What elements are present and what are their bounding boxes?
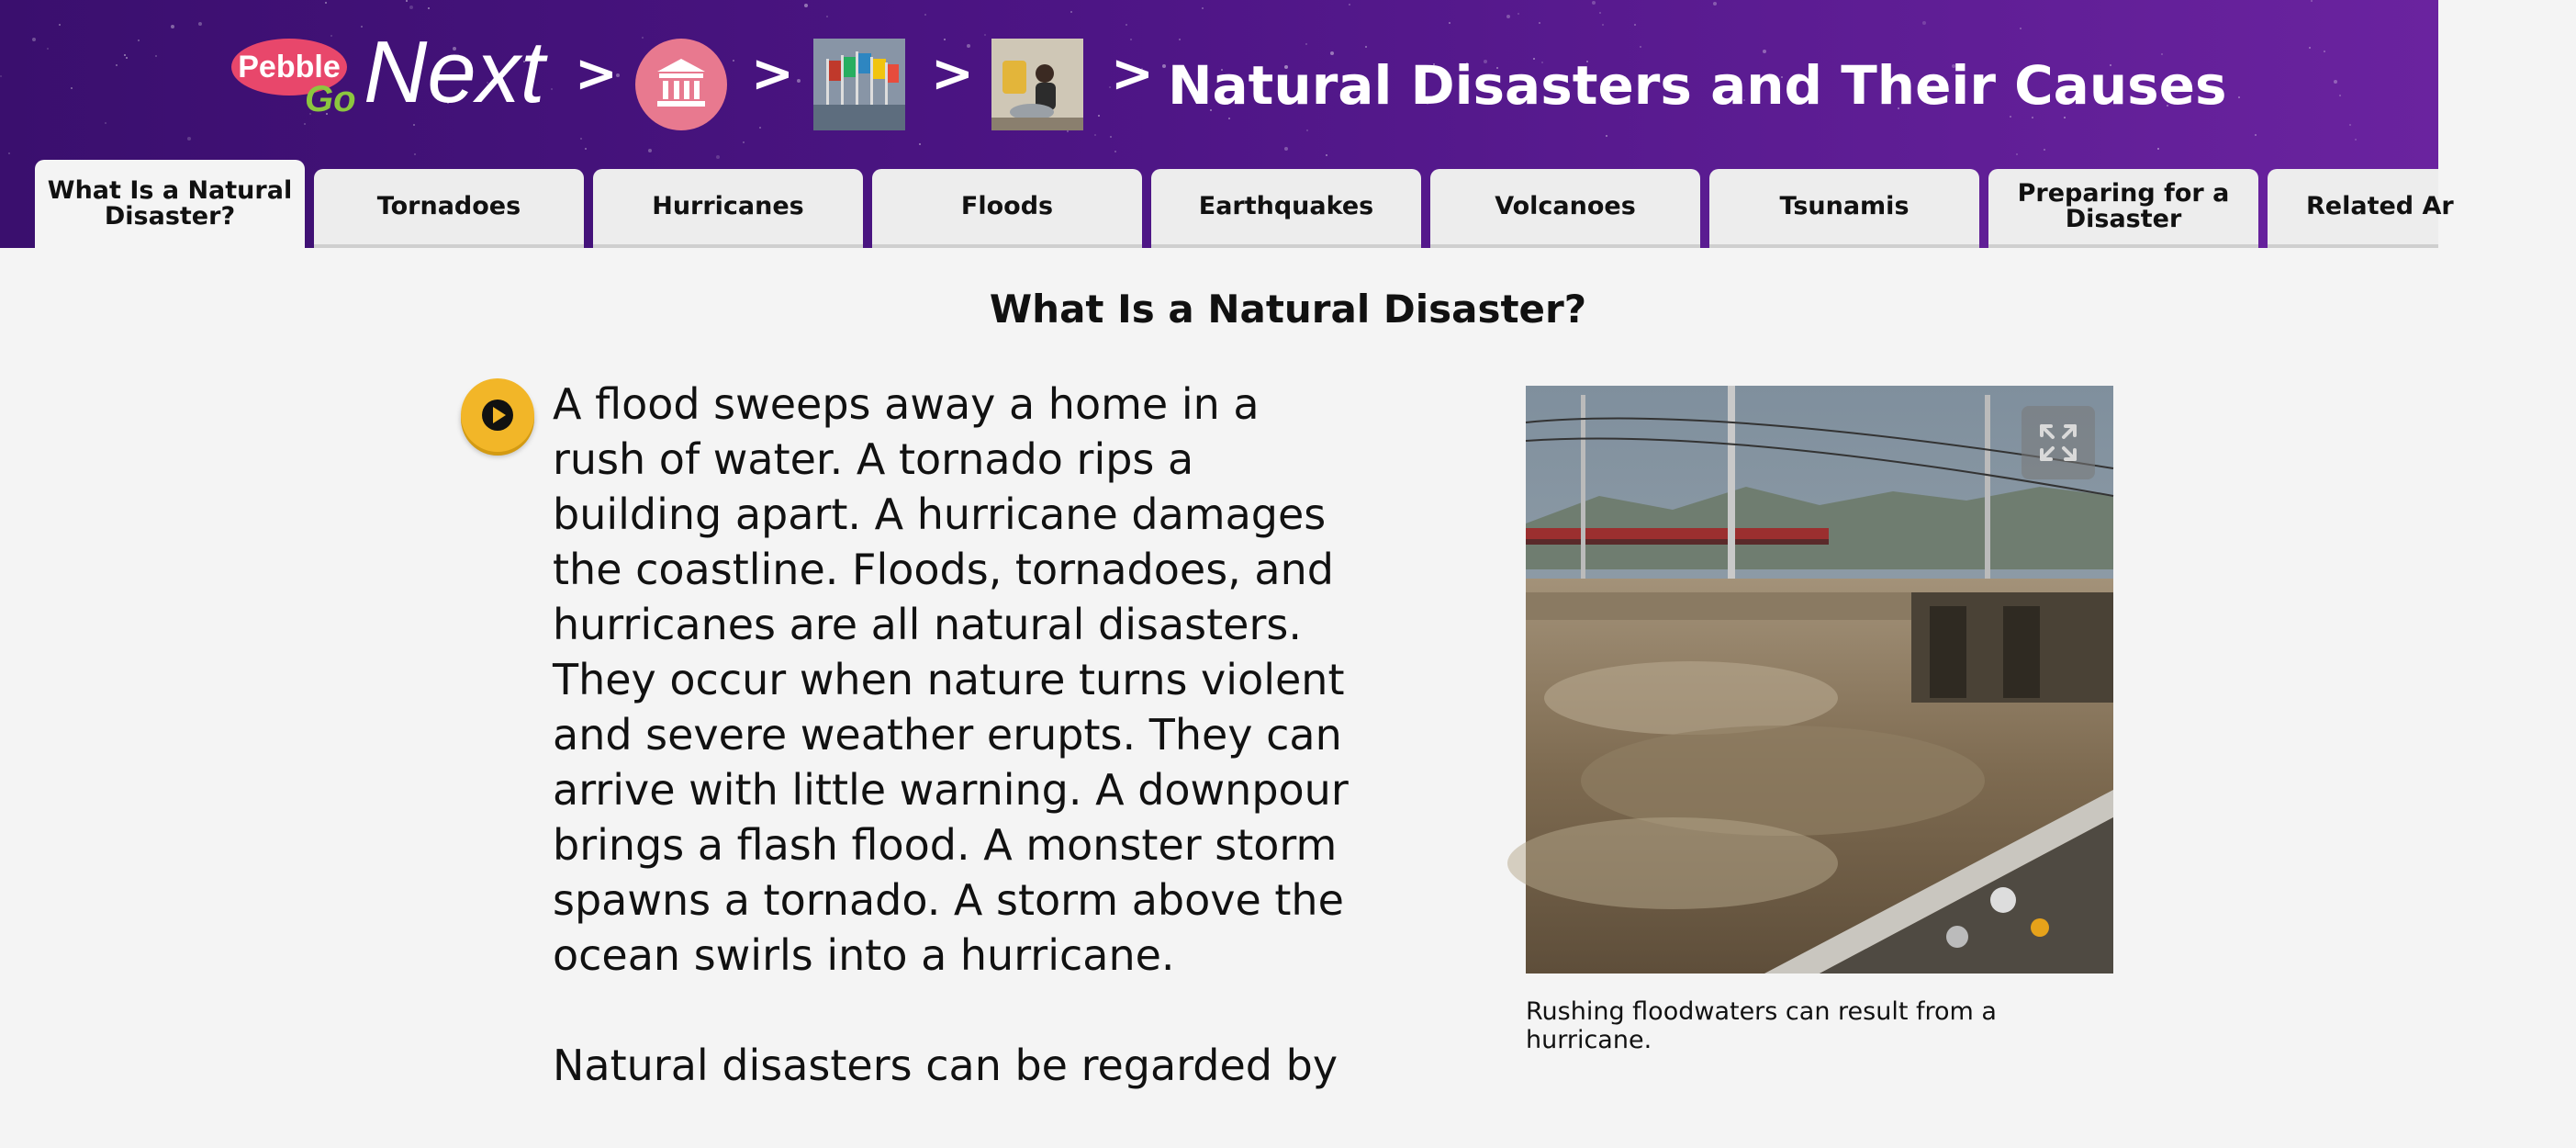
article-paragraph: Natural disasters can be regarded by [553,1041,1338,1090]
tab-tsunamis[interactable]: Tsunamis [1709,169,1979,248]
article-photo[interactable] [1526,386,2113,974]
tab-floods[interactable]: Floods [872,169,1142,248]
star-dot [155,55,157,57]
star-dot [804,4,808,7]
star-dot [2309,47,2311,49]
star-dot [32,38,36,41]
star-dot [138,39,140,41]
expand-image-button[interactable] [2022,406,2095,479]
star-dot [171,25,174,28]
article-body [553,377,1361,1148]
star-dot [0,75,2,77]
star-dot [1922,21,1926,25]
star-dot [71,87,73,89]
section-title: What Is a Natural Disaster? [989,287,1587,332]
audio-play-button[interactable] [461,378,534,452]
star-dot [413,124,415,126]
star-dot [1713,2,1717,6]
tab-related-articles[interactable]: Related Ar [2268,169,2438,248]
star-dot [59,24,61,26]
star-dot [648,149,652,152]
star-dot [1449,22,1450,24]
star-dot [198,22,202,26]
star-dot [1284,147,1288,151]
star-dot [2334,80,2337,84]
logo-pebble: Pebble [231,39,347,96]
star-dot [1349,4,1350,6]
star-dot [2157,148,2159,150]
photo-caption: Rushing floodwaters can result from a hurricane. [1526,997,1997,1054]
star-dot [1114,151,1116,152]
article-paragraph: A flood sweeps away a home in a rush of water. A tornado rips a building apart. A hurricane damages the coastline. Floods, tornadoes, and hurricanes are all natural disasters. They occur when nature turns violent and severe weather erupts. They can arrive with little warning. A downpour brings a flash flood. A monster storm spawns a tornado. A storm above the ocean swirls into a hurricane. [553,379,1349,980]
star-dot [2339,95,2341,96]
star-dot [105,122,106,124]
breadcrumb-separator: > [931,44,974,104]
breadcrumb-flags-thumbnail[interactable] [813,39,905,130]
star-dot [116,64,118,66]
star-dot [2255,134,2257,136]
star-dot [2238,96,2240,98]
star-dot [428,7,430,9]
star-dot [1326,154,1327,156]
star-dot [406,0,408,2]
star-dot [1602,24,1604,26]
tab-hurricanes[interactable]: Hurricanes [593,169,863,248]
star-dot [1070,11,1072,13]
star-dot [2324,51,2325,52]
star-dot [1606,135,1607,137]
logo-next: Next [364,23,545,121]
star-dot [984,34,986,36]
star-dot [580,138,582,140]
star-dot [187,137,191,141]
breadcrumb-separator: > [751,44,794,104]
star-dot [919,143,921,145]
star-dot [1306,129,1308,131]
star-dot [1506,15,1510,18]
star-dot [330,35,332,37]
star-dot [1592,1,1596,5]
star-dot [716,155,720,159]
star-dot [1110,136,1112,138]
star-dot [2355,139,2357,141]
star-dot [2020,28,2022,29]
star-dot [551,88,553,90]
star-dot [1098,115,1100,117]
tab-tornadoes[interactable]: Tornadoes [314,169,584,248]
star-dot [2044,149,2045,151]
star-dot [361,26,363,28]
logo-go: Go [305,79,356,119]
star-dot [2349,124,2351,126]
flags-thumbnail-image [813,39,905,130]
person-with-water-thumbnail-image [991,39,1083,130]
star-dot [924,14,926,16]
star-dot [743,141,745,143]
star-dot [8,152,10,154]
star-dot [1202,7,1204,9]
star-dot [304,123,306,125]
museum-icon [635,39,727,130]
star-dot [1179,39,1181,40]
tab-preparing-for-a-disaster[interactable]: Preparing for a Disaster [1988,169,2258,248]
star-dot [325,2,327,4]
star-dot [2311,0,2313,2]
star-dot [126,57,128,59]
tab-what-is-a-natural-disaster[interactable]: What Is a Natural Disaster? [35,160,305,248]
star-dot [47,48,49,50]
star-dot [1126,24,1127,26]
star-dot [826,16,828,17]
star-dot [124,54,126,56]
star-dot [733,60,734,62]
page-title: Natural Disasters and Their Causes [1168,54,2227,117]
tab-earthquakes[interactable]: Earthquakes [1151,169,1421,248]
star-dot [585,148,587,150]
star-dot [414,153,416,155]
star-dot [944,39,946,40]
star-dot [1599,12,1601,14]
star-dot [797,79,801,83]
star-dot [409,6,413,9]
star-dot [1094,134,1096,136]
expand-icon [2022,406,2095,479]
star-dot [759,127,761,129]
star-dot [1634,24,1636,26]
star-dot [1162,64,1166,68]
play-icon [479,397,516,433]
breadcrumb-home[interactable] [635,39,727,130]
star-dot [1067,130,1069,132]
star-dot [1518,13,1519,15]
star-dot [2016,153,2018,155]
star-dot [1539,22,1540,24]
star-dot [1130,39,1132,40]
breadcrumb-separator: > [575,44,618,104]
tab-volcanoes[interactable]: Volcanoes [1430,169,1700,248]
breadcrumb-person-thumbnail[interactable] [991,39,1083,130]
breadcrumb-separator: > [1111,44,1154,104]
